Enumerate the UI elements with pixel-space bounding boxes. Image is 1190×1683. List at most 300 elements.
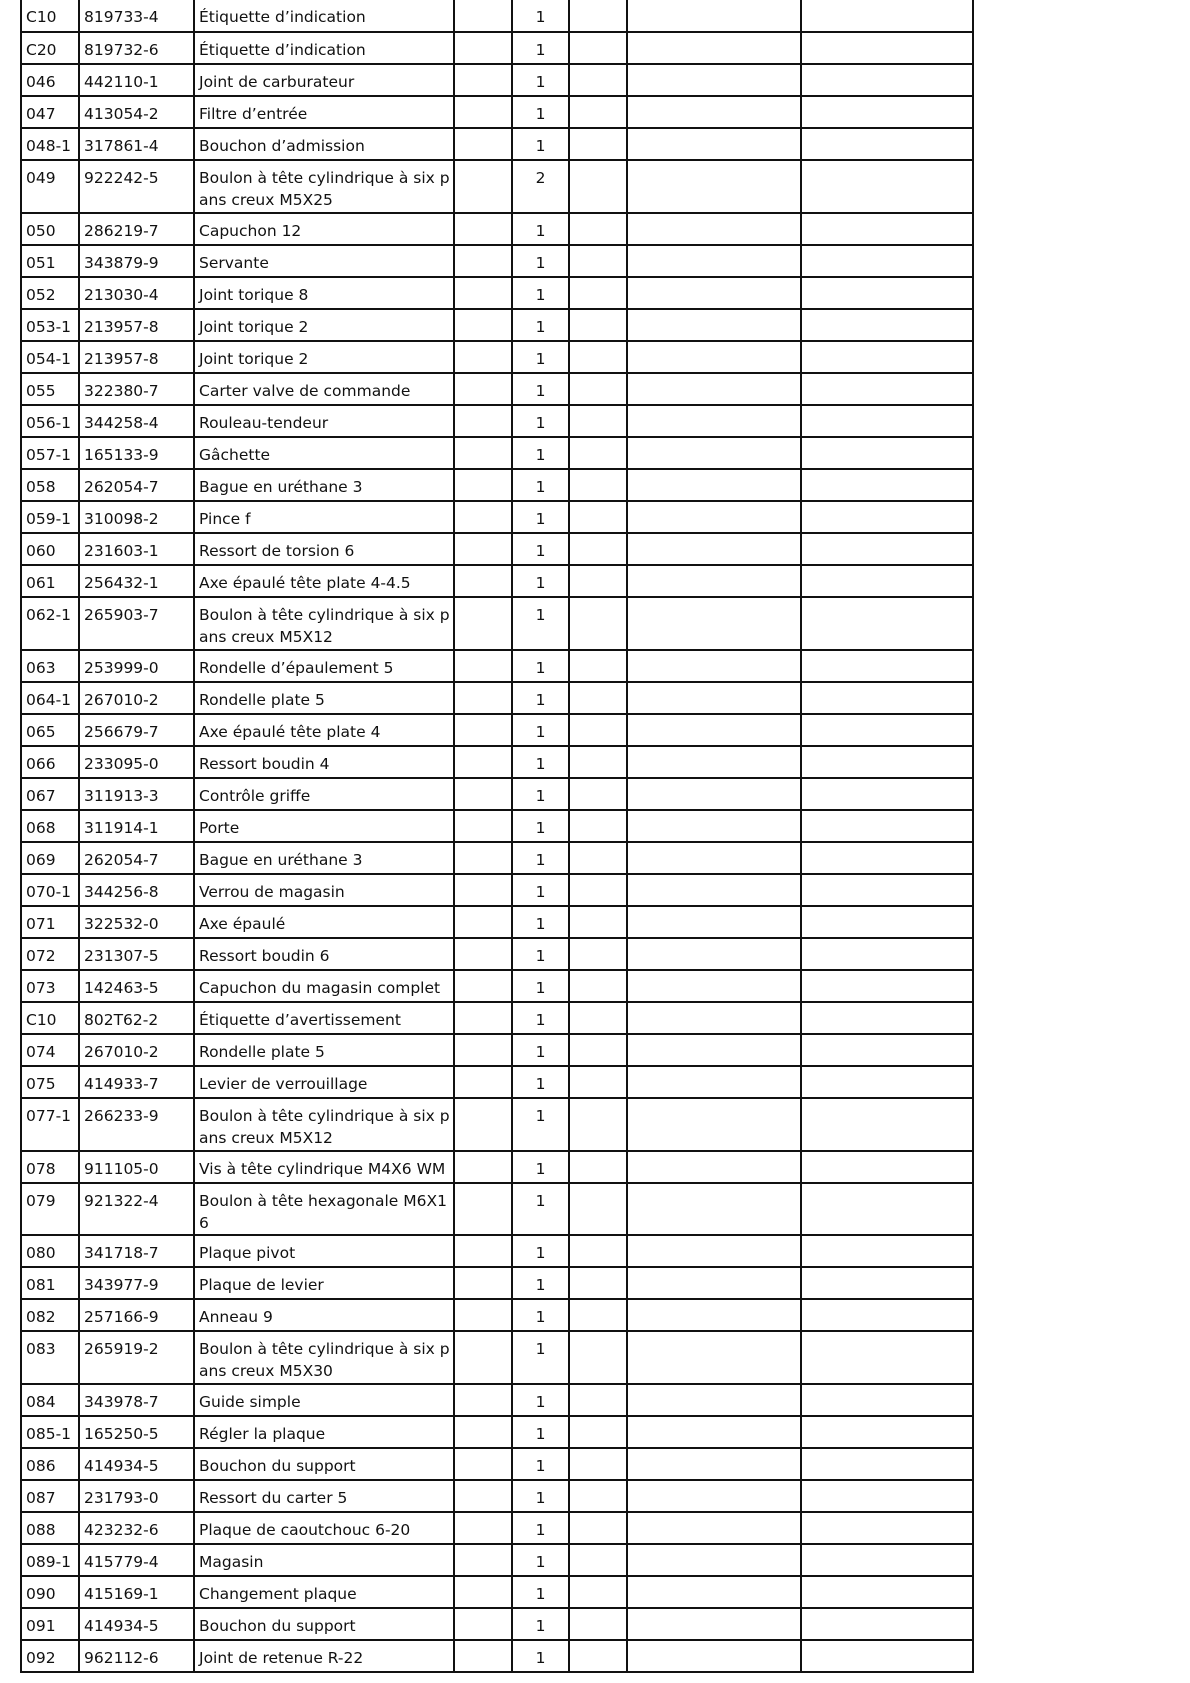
- empty-cell: [454, 778, 512, 810]
- empty-cell: [569, 1235, 627, 1267]
- empty-cell: [801, 1151, 973, 1183]
- empty-cell: [627, 1544, 801, 1576]
- part-number-cell: 262054-7: [79, 469, 194, 501]
- empty-cell: [454, 746, 512, 778]
- empty-cell: [454, 1608, 512, 1640]
- quantity-cell: 1: [512, 810, 569, 842]
- part-number-cell: 423232-6: [79, 1512, 194, 1544]
- table-row: [21, 64, 973, 96]
- ref-number-cell: 082: [21, 1299, 79, 1331]
- empty-cell: [454, 437, 512, 469]
- empty-cell: [454, 565, 512, 597]
- part-number-cell: 165133-9: [79, 437, 194, 469]
- empty-cell: [569, 469, 627, 501]
- empty-cell: [627, 1267, 801, 1299]
- part-number-cell: 819732-6: [79, 32, 194, 64]
- part-number-cell: 442110-1: [79, 64, 194, 96]
- table-row: [21, 1299, 973, 1331]
- part-number-cell: 414934-5: [79, 1608, 194, 1640]
- empty-cell: [569, 778, 627, 810]
- table-row: [21, 650, 973, 682]
- description-cell: Carter valve de commande: [194, 373, 454, 405]
- description-cell: Pince f: [194, 501, 454, 533]
- empty-cell: [454, 32, 512, 64]
- quantity-cell: 1: [512, 1331, 569, 1384]
- empty-cell: [627, 970, 801, 1002]
- ref-number-cell: 056-1: [21, 405, 79, 437]
- empty-cell: [569, 32, 627, 64]
- quantity-cell: 1: [512, 714, 569, 746]
- table-row: [21, 938, 973, 970]
- table-row: [21, 746, 973, 778]
- quantity-cell: 1: [512, 1416, 569, 1448]
- ref-number-cell: 088: [21, 1512, 79, 1544]
- table-row: [21, 810, 973, 842]
- ref-number-cell: 052: [21, 277, 79, 309]
- table-row: [21, 437, 973, 469]
- description-cell: Bouchon du support: [194, 1608, 454, 1640]
- description-cell: Plaque de caoutchouc 6-20: [194, 1512, 454, 1544]
- table-row: [21, 1066, 973, 1098]
- empty-cell: [569, 213, 627, 245]
- empty-cell: [454, 714, 512, 746]
- description-cell: Boulon à tête cylindrique à six pans creux M5X30: [194, 1331, 454, 1384]
- empty-cell: [801, 1299, 973, 1331]
- ref-number-cell: 059-1: [21, 501, 79, 533]
- empty-cell: [569, 277, 627, 309]
- description-cell: Bouchon du support: [194, 1448, 454, 1480]
- quantity-cell: 1: [512, 373, 569, 405]
- empty-cell: [801, 970, 973, 1002]
- empty-cell: [801, 437, 973, 469]
- part-number-cell: 267010-2: [79, 682, 194, 714]
- description-cell: Gâchette: [194, 437, 454, 469]
- empty-cell: [569, 1512, 627, 1544]
- quantity-cell: 1: [512, 682, 569, 714]
- quantity-cell: 1: [512, 1480, 569, 1512]
- empty-cell: [569, 1576, 627, 1608]
- empty-cell: [627, 565, 801, 597]
- quantity-cell: 1: [512, 906, 569, 938]
- quantity-cell: 1: [512, 970, 569, 1002]
- empty-cell: [801, 373, 973, 405]
- empty-cell: [569, 810, 627, 842]
- empty-cell: [454, 1576, 512, 1608]
- empty-cell: [627, 1098, 801, 1151]
- empty-cell: [569, 842, 627, 874]
- part-number-cell: 344256-8: [79, 874, 194, 906]
- part-number-cell: 231793-0: [79, 1480, 194, 1512]
- quantity-cell: 1: [512, 1235, 569, 1267]
- empty-cell: [454, 1448, 512, 1480]
- ref-number-cell: 053-1: [21, 309, 79, 341]
- empty-cell: [454, 970, 512, 1002]
- table-row: [21, 682, 973, 714]
- description-cell: Axe épaulé tête plate 4: [194, 714, 454, 746]
- empty-cell: [801, 565, 973, 597]
- part-number-cell: 343978-7: [79, 1384, 194, 1416]
- empty-cell: [569, 128, 627, 160]
- table-row: [21, 277, 973, 309]
- quantity-cell: 1: [512, 842, 569, 874]
- quantity-cell: 1: [512, 565, 569, 597]
- quantity-cell: 1: [512, 96, 569, 128]
- empty-cell: [627, 533, 801, 565]
- quantity-cell: 1: [512, 405, 569, 437]
- ref-number-cell: C10: [21, 0, 79, 32]
- ref-number-cell: 066: [21, 746, 79, 778]
- table-row: [21, 1480, 973, 1512]
- empty-cell: [569, 1480, 627, 1512]
- empty-cell: [454, 1235, 512, 1267]
- ref-number-cell: 050: [21, 213, 79, 245]
- description-cell: Étiquette d’indication: [194, 0, 454, 32]
- empty-cell: [454, 309, 512, 341]
- empty-cell: [569, 938, 627, 970]
- quantity-cell: 1: [512, 1002, 569, 1034]
- part-number-cell: 213957-8: [79, 309, 194, 341]
- empty-cell: [627, 1299, 801, 1331]
- empty-cell: [454, 277, 512, 309]
- empty-cell: [569, 1640, 627, 1672]
- part-number-cell: 231603-1: [79, 533, 194, 565]
- empty-cell: [627, 1235, 801, 1267]
- description-cell: Boulon à tête cylindrique à six pans creux M5X25: [194, 160, 454, 213]
- empty-cell: [627, 597, 801, 650]
- ref-number-cell: 060: [21, 533, 79, 565]
- quantity-cell: 1: [512, 938, 569, 970]
- description-cell: Étiquette d’indication: [194, 32, 454, 64]
- table-row: [21, 1384, 973, 1416]
- description-cell: Rouleau-tendeur: [194, 405, 454, 437]
- ref-number-cell: 078: [21, 1151, 79, 1183]
- quantity-cell: 1: [512, 1544, 569, 1576]
- empty-cell: [569, 1034, 627, 1066]
- empty-cell: [454, 64, 512, 96]
- description-cell: Bague en uréthane 3: [194, 842, 454, 874]
- empty-cell: [801, 1066, 973, 1098]
- part-number-cell: 344258-4: [79, 405, 194, 437]
- ref-number-cell: 092: [21, 1640, 79, 1672]
- empty-cell: [569, 533, 627, 565]
- empty-cell: [454, 96, 512, 128]
- quantity-cell: 1: [512, 341, 569, 373]
- ref-number-cell: 049: [21, 160, 79, 213]
- empty-cell: [569, 405, 627, 437]
- ref-number-cell: 058: [21, 469, 79, 501]
- empty-cell: [569, 341, 627, 373]
- part-number-cell: 311914-1: [79, 810, 194, 842]
- description-cell: Boulon à tête cylindrique à six pans creux M5X12: [194, 597, 454, 650]
- part-number-cell: 414933-7: [79, 1066, 194, 1098]
- part-number-cell: 213957-8: [79, 341, 194, 373]
- table-row: [21, 1512, 973, 1544]
- quantity-cell: 1: [512, 1384, 569, 1416]
- empty-cell: [569, 874, 627, 906]
- empty-cell: [801, 1098, 973, 1151]
- quantity-cell: 1: [512, 650, 569, 682]
- description-cell: Boulon à tête hexagonale M6X16: [194, 1183, 454, 1235]
- empty-cell: [627, 650, 801, 682]
- quantity-cell: 1: [512, 1299, 569, 1331]
- empty-cell: [627, 906, 801, 938]
- description-cell: Étiquette d’avertissement: [194, 1002, 454, 1034]
- ref-number-cell: C20: [21, 32, 79, 64]
- ref-number-cell: 090: [21, 1576, 79, 1608]
- description-cell: Ressort de torsion 6: [194, 533, 454, 565]
- part-number-cell: 233095-0: [79, 746, 194, 778]
- empty-cell: [454, 341, 512, 373]
- quantity-cell: 1: [512, 437, 569, 469]
- empty-cell: [454, 1384, 512, 1416]
- empty-cell: [801, 650, 973, 682]
- empty-cell: [569, 906, 627, 938]
- description-cell: Plaque de levier: [194, 1267, 454, 1299]
- ref-number-cell: 051: [21, 245, 79, 277]
- empty-cell: [627, 64, 801, 96]
- empty-cell: [569, 565, 627, 597]
- table-row: [21, 245, 973, 277]
- empty-cell: [801, 160, 973, 213]
- description-cell: Guide simple: [194, 1384, 454, 1416]
- table-row: [21, 1183, 973, 1235]
- empty-cell: [454, 906, 512, 938]
- empty-cell: [627, 160, 801, 213]
- description-cell: Régler la plaque: [194, 1416, 454, 1448]
- empty-cell: [801, 810, 973, 842]
- empty-cell: [454, 1151, 512, 1183]
- table-row: [21, 1034, 973, 1066]
- table-row: [21, 32, 973, 64]
- empty-cell: [569, 1544, 627, 1576]
- empty-cell: [801, 1331, 973, 1384]
- description-cell: Capuchon du magasin complet: [194, 970, 454, 1002]
- table-row: [21, 597, 973, 650]
- table-row: [21, 1002, 973, 1034]
- description-cell: Axe épaulé: [194, 906, 454, 938]
- ref-number-cell: 091: [21, 1608, 79, 1640]
- quantity-cell: 1: [512, 874, 569, 906]
- ref-number-cell: 067: [21, 778, 79, 810]
- empty-cell: [454, 501, 512, 533]
- table-row: [21, 1267, 973, 1299]
- quantity-cell: 2: [512, 160, 569, 213]
- description-cell: Servante: [194, 245, 454, 277]
- empty-cell: [627, 1002, 801, 1034]
- part-number-cell: 265903-7: [79, 597, 194, 650]
- part-number-cell: 819733-4: [79, 0, 194, 32]
- empty-cell: [454, 1544, 512, 1576]
- part-number-cell: 142463-5: [79, 970, 194, 1002]
- ref-number-cell: 089-1: [21, 1544, 79, 1576]
- empty-cell: [627, 746, 801, 778]
- part-number-cell: 310098-2: [79, 501, 194, 533]
- empty-cell: [454, 245, 512, 277]
- quantity-cell: 1: [512, 1448, 569, 1480]
- ref-number-cell: 065: [21, 714, 79, 746]
- part-number-cell: 414934-5: [79, 1448, 194, 1480]
- empty-cell: [801, 1002, 973, 1034]
- table-row: [21, 341, 973, 373]
- empty-cell: [627, 1183, 801, 1235]
- empty-cell: [627, 1416, 801, 1448]
- empty-cell: [454, 938, 512, 970]
- quantity-cell: 1: [512, 469, 569, 501]
- ref-number-cell: 075: [21, 1066, 79, 1098]
- empty-cell: [801, 1183, 973, 1235]
- description-cell: Plaque pivot: [194, 1235, 454, 1267]
- part-number-cell: 265919-2: [79, 1331, 194, 1384]
- ref-number-cell: 081: [21, 1267, 79, 1299]
- quantity-cell: 1: [512, 1098, 569, 1151]
- quantity-cell: 1: [512, 1640, 569, 1672]
- quantity-cell: 1: [512, 1183, 569, 1235]
- quantity-cell: 1: [512, 0, 569, 32]
- parts-table-body: [21, 0, 973, 1672]
- part-number-cell: 962112-6: [79, 1640, 194, 1672]
- empty-cell: [627, 810, 801, 842]
- empty-cell: [454, 1640, 512, 1672]
- empty-cell: [454, 597, 512, 650]
- empty-cell: [627, 1066, 801, 1098]
- quantity-cell: 1: [512, 597, 569, 650]
- empty-cell: [569, 1098, 627, 1151]
- quantity-cell: 1: [512, 64, 569, 96]
- description-cell: Changement plaque: [194, 1576, 454, 1608]
- empty-cell: [627, 341, 801, 373]
- empty-cell: [569, 309, 627, 341]
- empty-cell: [627, 874, 801, 906]
- empty-cell: [801, 842, 973, 874]
- description-cell: Rondelle plate 5: [194, 1034, 454, 1066]
- part-number-cell: 317861-4: [79, 128, 194, 160]
- description-cell: Ressort du carter 5: [194, 1480, 454, 1512]
- empty-cell: [801, 1480, 973, 1512]
- empty-cell: [569, 0, 627, 32]
- part-number-cell: 343879-9: [79, 245, 194, 277]
- empty-cell: [801, 128, 973, 160]
- description-cell: Joint torique 2: [194, 341, 454, 373]
- parts-list-table: [20, 0, 974, 1673]
- empty-cell: [627, 32, 801, 64]
- empty-cell: [801, 1640, 973, 1672]
- empty-cell: [627, 437, 801, 469]
- empty-cell: [627, 1151, 801, 1183]
- ref-number-cell: 064-1: [21, 682, 79, 714]
- empty-cell: [454, 682, 512, 714]
- empty-cell: [801, 1416, 973, 1448]
- empty-cell: [569, 1384, 627, 1416]
- empty-cell: [627, 213, 801, 245]
- empty-cell: [454, 469, 512, 501]
- part-number-cell: 802T62-2: [79, 1002, 194, 1034]
- empty-cell: [454, 810, 512, 842]
- part-number-cell: 213030-4: [79, 277, 194, 309]
- empty-cell: [627, 1608, 801, 1640]
- empty-cell: [627, 469, 801, 501]
- part-number-cell: 262054-7: [79, 842, 194, 874]
- empty-cell: [569, 650, 627, 682]
- description-cell: Verrou de magasin: [194, 874, 454, 906]
- empty-cell: [569, 245, 627, 277]
- quantity-cell: 1: [512, 277, 569, 309]
- empty-cell: [801, 1448, 973, 1480]
- empty-cell: [627, 96, 801, 128]
- quantity-cell: 1: [512, 1066, 569, 1098]
- empty-cell: [801, 213, 973, 245]
- empty-cell: [627, 938, 801, 970]
- empty-cell: [569, 1299, 627, 1331]
- table-row: [21, 309, 973, 341]
- table-row: [21, 874, 973, 906]
- table-row: [21, 501, 973, 533]
- quantity-cell: 1: [512, 1512, 569, 1544]
- empty-cell: [627, 1576, 801, 1608]
- empty-cell: [627, 714, 801, 746]
- empty-cell: [454, 213, 512, 245]
- description-cell: Rondelle d’épaulement 5: [194, 650, 454, 682]
- empty-cell: [801, 714, 973, 746]
- description-cell: Joint de retenue R-22: [194, 1640, 454, 1672]
- empty-cell: [627, 682, 801, 714]
- empty-cell: [454, 1183, 512, 1235]
- ref-number-cell: 070-1: [21, 874, 79, 906]
- description-cell: Ressort boudin 4: [194, 746, 454, 778]
- table-row: [21, 1608, 973, 1640]
- quantity-cell: 1: [512, 501, 569, 533]
- empty-cell: [569, 1267, 627, 1299]
- table-row: [21, 906, 973, 938]
- table-row: [21, 1416, 973, 1448]
- empty-cell: [454, 1034, 512, 1066]
- empty-cell: [569, 1002, 627, 1034]
- empty-cell: [454, 128, 512, 160]
- empty-cell: [801, 597, 973, 650]
- empty-cell: [627, 1331, 801, 1384]
- empty-cell: [569, 1183, 627, 1235]
- description-cell: Joint de carburateur: [194, 64, 454, 96]
- empty-cell: [569, 714, 627, 746]
- empty-cell: [627, 309, 801, 341]
- description-cell: Capuchon 12: [194, 213, 454, 245]
- description-cell: Filtre d’entrée: [194, 96, 454, 128]
- empty-cell: [627, 373, 801, 405]
- empty-cell: [454, 1002, 512, 1034]
- quantity-cell: 1: [512, 1034, 569, 1066]
- part-number-cell: 286219-7: [79, 213, 194, 245]
- part-number-cell: 341718-7: [79, 1235, 194, 1267]
- empty-cell: [801, 746, 973, 778]
- empty-cell: [801, 341, 973, 373]
- table-row: [21, 469, 973, 501]
- part-number-cell: 311913-3: [79, 778, 194, 810]
- table-row: [21, 714, 973, 746]
- table-row: [21, 533, 973, 565]
- ref-number-cell: 086: [21, 1448, 79, 1480]
- description-cell: Joint torique 8: [194, 277, 454, 309]
- table-row: [21, 405, 973, 437]
- empty-cell: [569, 1448, 627, 1480]
- ref-number-cell: 054-1: [21, 341, 79, 373]
- table-row: [21, 1640, 973, 1672]
- empty-cell: [569, 1416, 627, 1448]
- empty-cell: [627, 0, 801, 32]
- part-number-cell: 257166-9: [79, 1299, 194, 1331]
- empty-cell: [627, 1640, 801, 1672]
- part-number-cell: 911105-0: [79, 1151, 194, 1183]
- empty-cell: [801, 1544, 973, 1576]
- table-row: [21, 1576, 973, 1608]
